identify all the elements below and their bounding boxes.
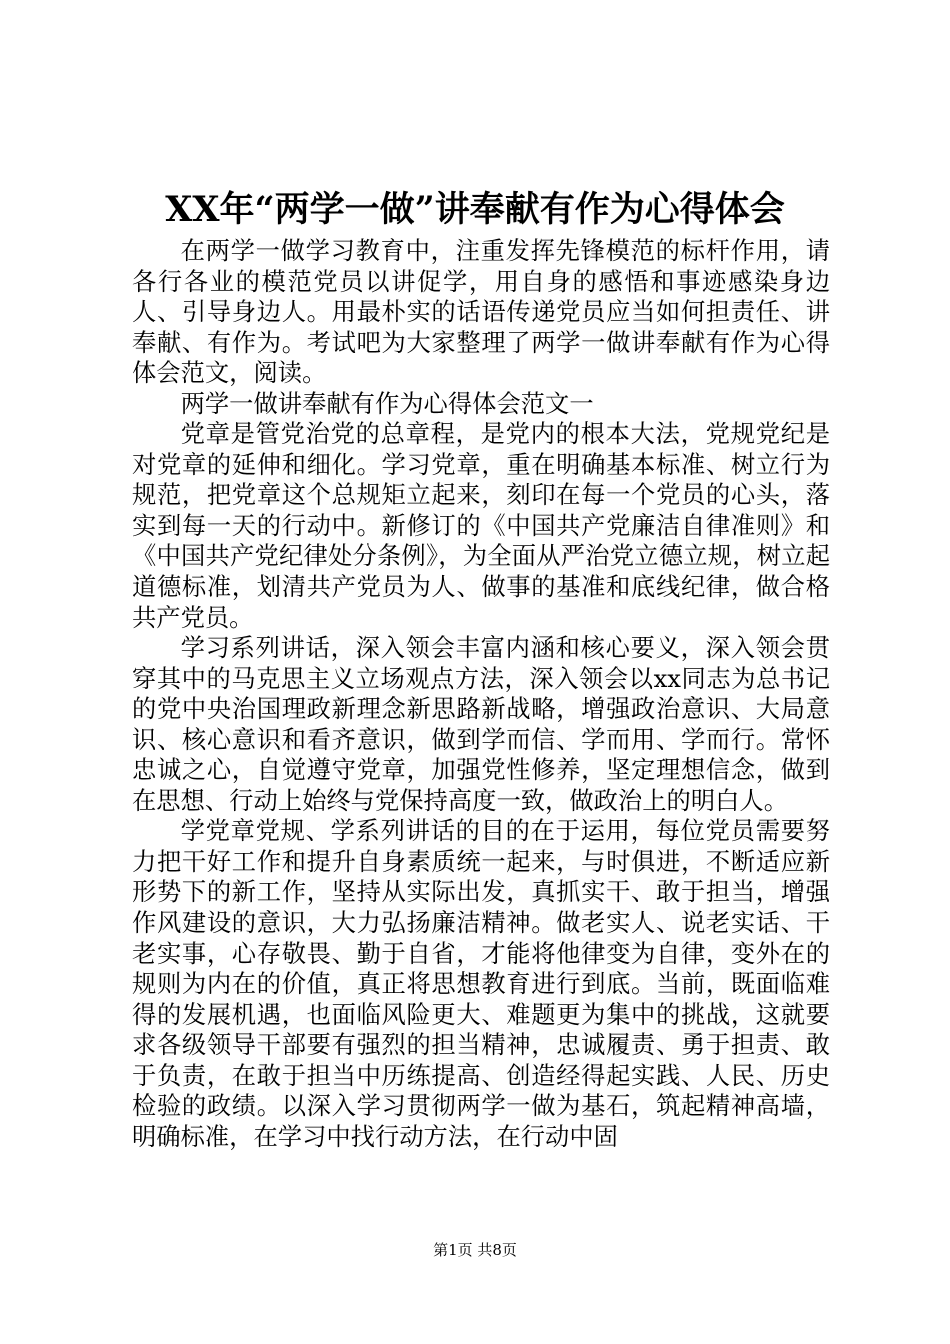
- paragraph-speeches: 学习系列讲话，深入领会丰富内涵和核心要义，深入领会贯穿其中的马克思主义立场观点方法，深入领会以xx同志为总书记的党中央治国理政新理念新思路新战略，增强政治意识、大局意识、核心意识和看齐意识，做到学而信、学而用、学而行。常怀忠诚之心，自觉遵守党章，加强党性修养，坚定理想信念，做到在思想、行动上始终与党保持高度一致，做政治上的明白人。: [132, 633, 830, 815]
- document-title: XX年“两学一做”讲奉献有作为心得体会: [165, 189, 785, 230]
- paragraph-subheading: 两学一做讲奉献有作为心得体会范文一: [180, 388, 594, 418]
- document-body: [132, 236, 830, 1152]
- paragraph-intro: 在两学一做学习教育中，注重发挥先锋模范的标杆作用，请各行各业的模范党员以讲促学，用自身的感悟和事迹感染身边人、引导身边人。用最朴实的话语传递党员应当如何担责任、讲奉献、有作为。考试吧为大家整理了两学一做讲奉献有作为心得体会范文，阅读。: [132, 236, 830, 388]
- paragraph-party-constitution: 党章是管党治党的总章程，是党内的根本大法，党规党纪是对党章的延伸和细化。学习党章，重在明确基本标准、树立行为规范，把党章这个总规矩立起来，刻印在每一个党员的心头，落实到每一天的行动中。新修订的《中国共产党廉洁自律准则》和《中国共产党纪律处分条例》，为全面从严治党立德立规，树立起道德标准，划清共产党员为人、做事的基准和底线纪律，做合格共产党员。: [132, 419, 830, 632]
- paragraph-application: 学党章党规、学系列讲话的目的在于运用，每位党员需要努力把干好工作和提升自身素质统一起来，与时俱进，不断适应新形势下的新工作，坚持从实际出发，真抓实干、敢于担当，增强作风建设的意识，大力弘扬廉洁精神。做老实人、说老实话、干老实事，心存敬畏、勤于自省，才能将他律变为自律，变外在的规则为内在的价值，真正将思想教育进行到底。当前，既面临难得的发展机遇，也面临风险更大、难题更为集中的挑战，这就要求各级领导干部要有强烈的担当精神，忠诚履责、勇于担责、敢于负责，在敢于担当中历练提高、创造经得起实践、人民、历史检验的政绩。以深入学习贯彻两学一做为基石，筑起精神高墙，明确标准，在学习中找行动方法，在行动中固: [132, 816, 830, 1151]
- page-footer: 第1页 共8页: [433, 1241, 517, 1259]
